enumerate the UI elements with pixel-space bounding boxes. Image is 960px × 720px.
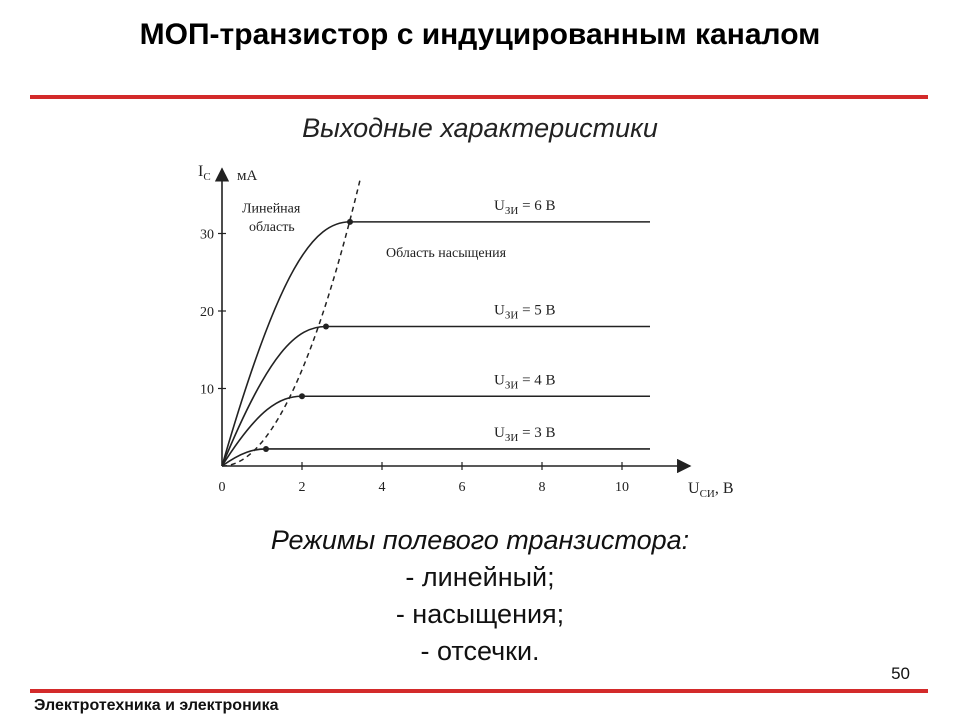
saturation-point xyxy=(323,324,329,330)
page-number: 50 xyxy=(891,664,910,683)
x-tick-label: 4 xyxy=(378,480,386,495)
curve-ugs-3 xyxy=(222,449,650,466)
y-tick-label: 20 xyxy=(200,305,214,320)
series-label: $U_{ЗИ} = 5$ В xyxy=(494,302,556,322)
x-tick-label: 10 xyxy=(615,480,629,495)
x-tick-label: 6 xyxy=(458,480,466,495)
series-label: $U_{ЗИ} = 3$ В xyxy=(494,424,556,444)
y-axis-unit: мА xyxy=(237,167,258,184)
saturation-point xyxy=(299,393,305,399)
series-label: $U_{ЗИ} = 6$ В xyxy=(494,197,556,217)
linear-region-label: Линейная xyxy=(242,201,301,217)
saturation-region-label: Область насыщения xyxy=(386,245,507,261)
x-tick-label: 2 xyxy=(298,480,306,495)
modes-heading: Режимы полевого транзистора: xyxy=(270,525,690,555)
saturation-point xyxy=(263,446,269,452)
series-label: $U_{ЗИ} = 4$ В xyxy=(494,372,556,392)
linear-region-label: область xyxy=(249,220,295,236)
mode-cutoff: - отсечки. xyxy=(420,636,540,666)
mode-linear: - линейный; xyxy=(405,562,555,592)
x-tick-label: 8 xyxy=(538,480,546,495)
slide-title: МОП-транзистор с индуцированным каналом xyxy=(139,18,821,51)
x-axis-title: $U_{СИ}$, В xyxy=(688,480,734,500)
curve-ugs-2 xyxy=(222,396,650,466)
bottom-divider xyxy=(30,689,928,693)
transistor-modes xyxy=(0,522,960,670)
y-axis-title: $I_С$ xyxy=(198,162,211,183)
chart-subtitle: Выходные характеристики xyxy=(302,113,658,143)
y-tick-label: 30 xyxy=(200,227,214,243)
y-tick-label: 10 xyxy=(200,382,214,398)
footer-course-title: Электротехника и электроника xyxy=(34,697,279,714)
x-tick-label: 0 xyxy=(218,480,226,495)
mode-saturation: - насыщения; xyxy=(395,599,565,629)
